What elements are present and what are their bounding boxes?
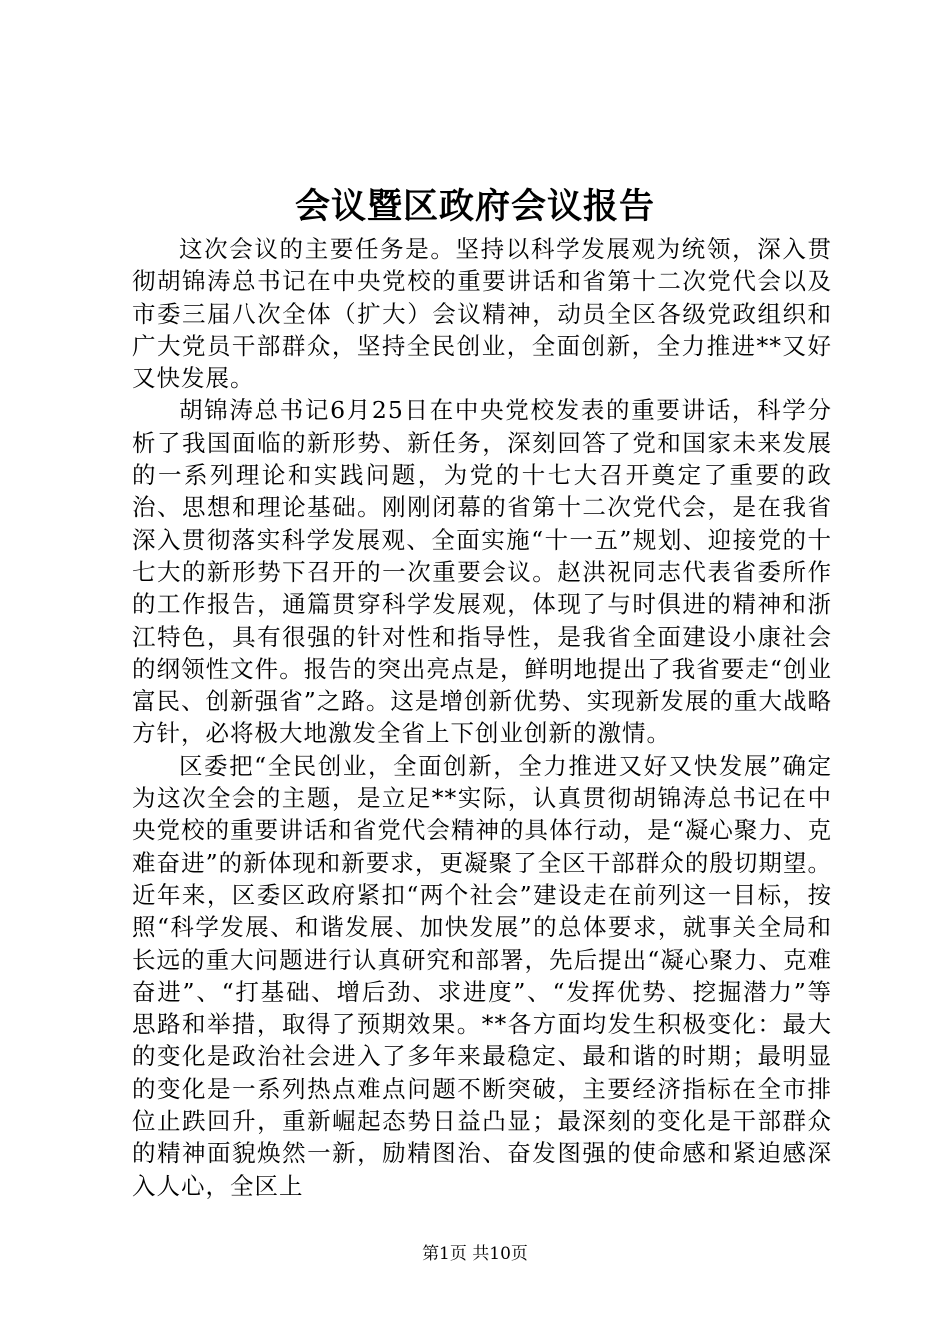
paragraph-2: 胡锦涛总书记6月25日在中央党校发表的重要讲话，科学分析了我国面临的新形势、新任务，深刻回答了党和国家未来发展的一系列理论和实践问题，为党的十七大召开奠定了重要的政治、思想和理论基础。刚刚闭幕的省第十二次党代会，是在我省深入贯彻落实科学发展观、全面实施“十一五”规划、迎接党的十七大的新形势下召开的一次重要会议。赵洪祝同志代表省委所作的工作报告，通篇贯穿科学发展观，体现了与时俱进的精神和浙江特色，具有很强的针对性和指导性，是我省全面建设小康社会的纲领性文件。报告的突出亮点是，鲜明地提出了我省要走“创业富民、创新强省”之路。这是增创新优势、实现新发展的重大战略方针，必将极大地激发全省上下创业创新的激情。 [132, 396, 832, 748]
document-body [132, 233, 832, 1202]
paragraph-1: 这次会议的主要任务是。坚持以科学发展观为统领，深入贯彻胡锦涛总书记在中央党校的重要讲话和省第十二次党代会以及市委三届八次全体（扩大）会议精神，动员全区各级党政组织和广大党员干部群众，坚持全民创业，全面创新，全力推进**又好又快发展。 [132, 235, 832, 393]
document-title: 会议暨区政府会议报告 [294, 186, 655, 227]
paragraph-3: 区委把“全民创业，全面创新，全力推进又好又快发展”确定为这次全会的主题，是立足**实际，认真贯彻胡锦涛总书记在中央党校的重要讲话和省党代会精神的具体行动，是“凝心聚力、克难奋进”的新体现和新要求，更凝聚了全区干部群众的殷切期望。近年来，区委区政府紧扣“两个社会”建设走在前列这一目标，按照“科学发展、和谐发展、加快发展”的总体要求，就事关全局和长远的重大问题进行认真研究和部署，先后提出“凝心聚力、克难奋进”、“打基础、增后劲、求进度”、“发挥优势、挖掘潜力”等思路和举措，取得了预期效果。**各方面均发生积极变化：最大的变化是政治社会进入了多年来最稳定、最和谐的时期；最明显的变化是一系列热点难点问题不断突破，主要经济指标在全市排位止跌回升，重新崛起态势日益凸显；最深刻的变化是干部群众的精神面貌焕然一新，励精图治、奋发图强的使命感和紧迫感深入人心，全区上 [132, 751, 832, 1200]
page-number-footer: 第1页 共10页 [422, 1244, 528, 1264]
